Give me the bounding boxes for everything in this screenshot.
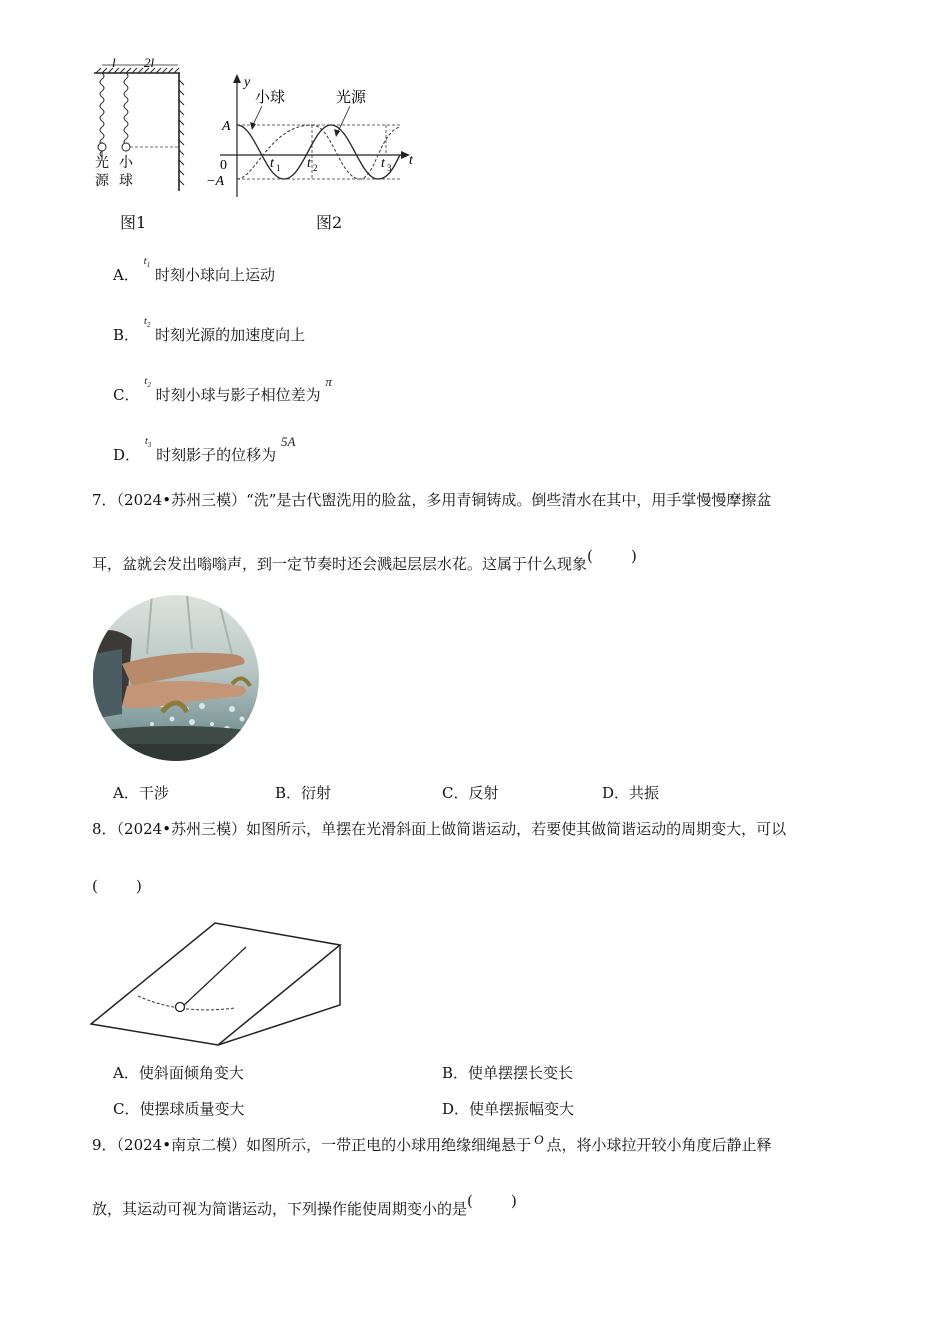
option-text: 时刻影子的位移为 (156, 446, 277, 464)
time-variable: $t_1$ (143, 255, 151, 270)
light-source-ball (98, 143, 106, 151)
light-source-label-1: 光 (95, 156, 109, 171)
t-axis-label: t (409, 153, 413, 168)
q7-option-b[interactable]: B．衍射 (275, 784, 332, 802)
answer-bracket[interactable]: ( ) (587, 547, 637, 565)
label-l: l (112, 58, 116, 70)
light-source-label-2: 源 (95, 174, 109, 189)
ball-curve-label: 小球 (255, 90, 286, 106)
light-curve-label: 光源 (336, 90, 367, 106)
displacement-value: 5A (280, 434, 296, 449)
q7-option-d[interactable]: D．共振 (602, 784, 660, 802)
spring-diagram (88, 58, 198, 203)
incline-surface (91, 923, 340, 1045)
q8-option-b[interactable]: B．使单摆摆长变长 (442, 1064, 574, 1082)
t1-sub: 1 (276, 163, 281, 173)
q6-option-d[interactable] (113, 430, 296, 464)
t3-sub: 3 (387, 163, 392, 173)
q8-option-a[interactable]: A．使斜面倾角变大 (113, 1064, 244, 1082)
option-label: C． (113, 386, 140, 404)
t2-sub: 2 (313, 163, 318, 173)
t1-label: t (270, 156, 274, 171)
q8-stem-line-1: 8．（2024•苏州三模）如图所示，单摆在光滑斜面上做简谐运动，若要使其做简谐运动的周期变大，可以 (92, 820, 787, 838)
q7-option-a[interactable]: A．干涉 (113, 784, 169, 802)
q7-stem-line-1: 7．（2024•苏州三模）“洗”是古代盥洗用的脸盆，多用青铜铸成。倒些清水在其中，用手掌慢慢摩擦盆 (92, 491, 772, 509)
q8-option-c[interactable]: C．使摆球质量变大 (113, 1100, 245, 1118)
pendulum-string (182, 947, 246, 1007)
q6-option-c[interactable] (113, 370, 332, 404)
q9-stem-line-1: 9．（2024•南京二模）如图所示，一带正电的小球用绝缘细绳悬于 O 点，将小球拉开较小角度后静止释 (92, 1132, 772, 1154)
q8-option-d[interactable]: D．使单摆振幅变大 (442, 1100, 575, 1118)
time-variable: $t_2$ (144, 375, 151, 390)
q9-stem-line-2: 放，其运动可视为简谐运动，下列操作能使周期变小的是( ) (92, 1192, 517, 1218)
ball-curve (237, 125, 400, 179)
yt-graph (200, 72, 425, 202)
ball (122, 143, 130, 151)
q6-option-a[interactable] (113, 250, 275, 284)
label-2l: 2l (144, 58, 155, 70)
point-O: O (534, 1132, 544, 1147)
pi-symbol: π (325, 374, 332, 389)
basin-photo (92, 594, 260, 762)
q7-stem-line-2: 耳，盆就会发出嗡嗡声，到一定节奏时还会溅起层层水花。这属于什么现象( ) (92, 547, 637, 573)
origin-label: 0 (220, 158, 227, 173)
time-variable: $t_3$ (144, 435, 152, 450)
q6-option-b[interactable] (113, 310, 306, 344)
pendulum-bob (176, 1003, 185, 1012)
option-label: A． (113, 266, 139, 284)
spring-right (124, 73, 128, 145)
A-label: A (222, 119, 231, 134)
minus-A-label: −A (206, 174, 224, 189)
option-text: 时刻小球向上运动 (154, 266, 275, 284)
figure-1-caption: 图1 (120, 213, 147, 232)
incline-figure (90, 920, 345, 1048)
t2-label: t (307, 156, 311, 171)
y-axis-label: y (244, 75, 251, 90)
option-text: 时刻小球与影子相位差为 (155, 386, 321, 404)
ball-label-2: 球 (119, 174, 133, 189)
figure-2 (200, 72, 425, 202)
option-label: B． (113, 326, 140, 344)
figure-2-caption: 图2 (316, 213, 343, 232)
answer-bracket[interactable]: ( ) (467, 1192, 517, 1210)
answer-bracket[interactable]: ( ) (92, 877, 142, 895)
option-text: 时刻光源的加速度向上 (155, 326, 306, 344)
figure-1 (88, 58, 198, 203)
t3-label: t (381, 156, 385, 171)
q7-option-c[interactable]: C．反射 (442, 784, 499, 802)
ball-label-1: 小 (119, 156, 133, 171)
time-variable: $t_2$ (143, 315, 151, 330)
option-label: D． (113, 446, 141, 464)
